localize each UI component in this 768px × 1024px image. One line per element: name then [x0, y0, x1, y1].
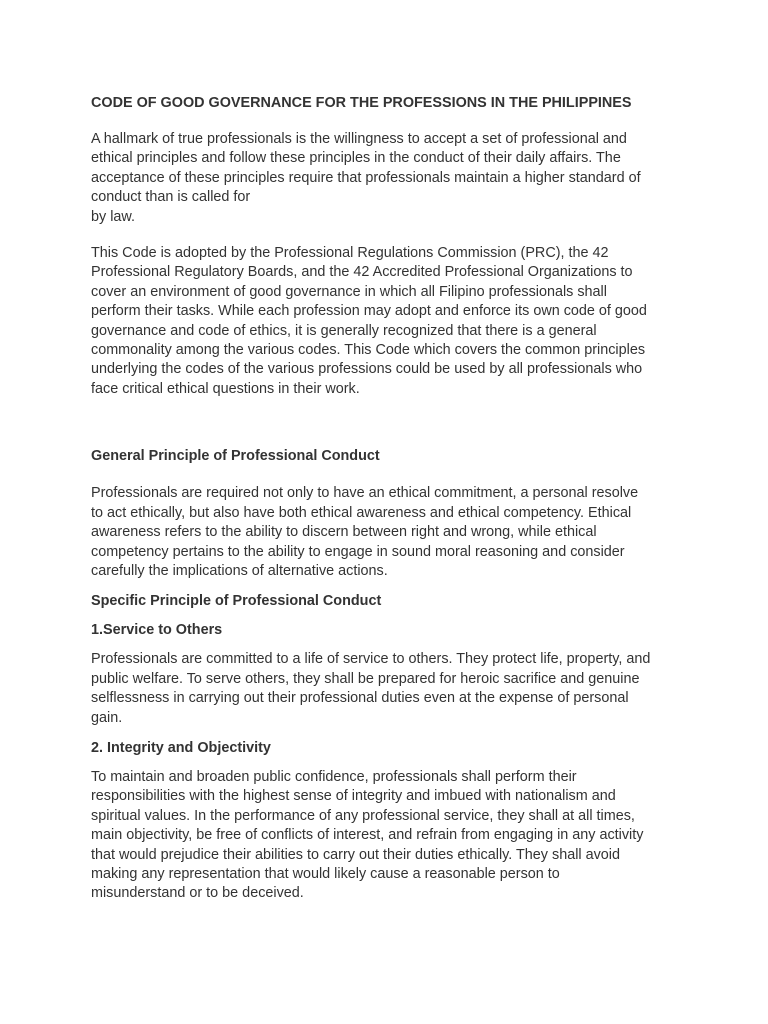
- paragraph-line: Professional Regulatory Boards, and the 42 Accredited Professional Organizations to: [91, 264, 633, 281]
- paragraph-line: face critical ethical questions in their work.: [91, 380, 360, 397]
- specific-principle-heading: Specific Principle of Professional Conduct: [91, 593, 382, 610]
- integrity-heading: 2. Integrity and Objectivity: [91, 739, 271, 756]
- document-title: CODE OF GOOD GOVERNANCE FOR THE PROFESSIONS IN THE PHILIPPINES: [91, 95, 632, 111]
- paragraph-line: To maintain and broaden public confidence, professionals shall perform their: [91, 768, 577, 785]
- paragraph-line: Professionals are required not only to have an ethical commitment, a personal resolve: [91, 485, 639, 502]
- document-page: [91, 94, 691, 904]
- paragraph-line: A hallmark of true professionals is the willingness to accept a set of professional and: [91, 131, 627, 147]
- paragraph-line: selflessness in carrying out their professional duties even at the expense of personal: [91, 690, 629, 707]
- service-paragraph: [91, 650, 691, 728]
- paragraph-line: This Code is adopted by the Professional Regulations Commission (PRC), the 42: [91, 245, 609, 262]
- integrity-paragraph: [91, 768, 691, 904]
- paragraph-line: ethical principles and follow these principles in the conduct of their daily affairs. The: [91, 150, 621, 167]
- paragraph-line: by law.: [91, 208, 135, 225]
- paragraph-line: governance and code of ethics, it is generally recognized that there is a general: [91, 322, 597, 339]
- paragraph-line: underlying the codes of the various professions could be used by all professionals who: [91, 361, 643, 378]
- paragraph-line: responsibilities with the highest sense of integrity and imbued with nationalism and: [91, 788, 616, 805]
- paragraph-line: acceptance of these principles require that professionals maintain a higher standard of: [91, 169, 641, 186]
- paragraph-line: gain.: [91, 709, 123, 726]
- paragraph-line: making any representation that would likely cause a reasonable person to: [91, 865, 560, 882]
- paragraph-line: carefully the implications of alternative actions.: [91, 562, 388, 579]
- general-principle-paragraph: [91, 484, 691, 581]
- paragraph-line: commonality among the various codes. This Code which covers the common principles: [91, 342, 646, 359]
- paragraph-line: cover an environment of good governance in which all Filipino professionals shall: [91, 283, 607, 300]
- paragraph-line: Professionals are committed to a life of service to others. They protect life, property, and: [91, 651, 651, 668]
- paragraph-line: misunderstand or to be deceived.: [91, 885, 304, 902]
- paragraph-line: to act ethically, but also have both ethical awareness and ethical competency. Ethical: [91, 504, 632, 521]
- paragraph-line: conduct than is called for: [91, 189, 251, 206]
- intro-paragraph: [91, 130, 691, 227]
- paragraph-line: main objectivity, be free of conflicts of interest, and refrain from engaging in any activity: [91, 827, 644, 844]
- paragraph-line: awareness refers to the ability to discern between right and wrong, while ethical: [91, 524, 597, 541]
- paragraph-line: competency pertains to the ability to engage in sound moral reasoning and consider: [91, 543, 625, 560]
- paragraph-line: perform their tasks. While each profession may adopt and enforce its own code of good: [91, 303, 647, 320]
- paragraph-line: spiritual values. In the performance of any professional service, they shall at all times,: [91, 807, 635, 824]
- adoption-paragraph: [91, 244, 691, 399]
- paragraph-line: that would prejudice their abilities to carry out their duties ethically. They shall avoid: [91, 846, 620, 863]
- paragraph-line: public welfare. To serve others, they shall be prepared for heroic sacrifice and genuine: [91, 670, 640, 687]
- general-principle-heading: General Principle of Professional Conduct: [91, 448, 380, 465]
- service-heading: 1.Service to Others: [91, 622, 223, 639]
